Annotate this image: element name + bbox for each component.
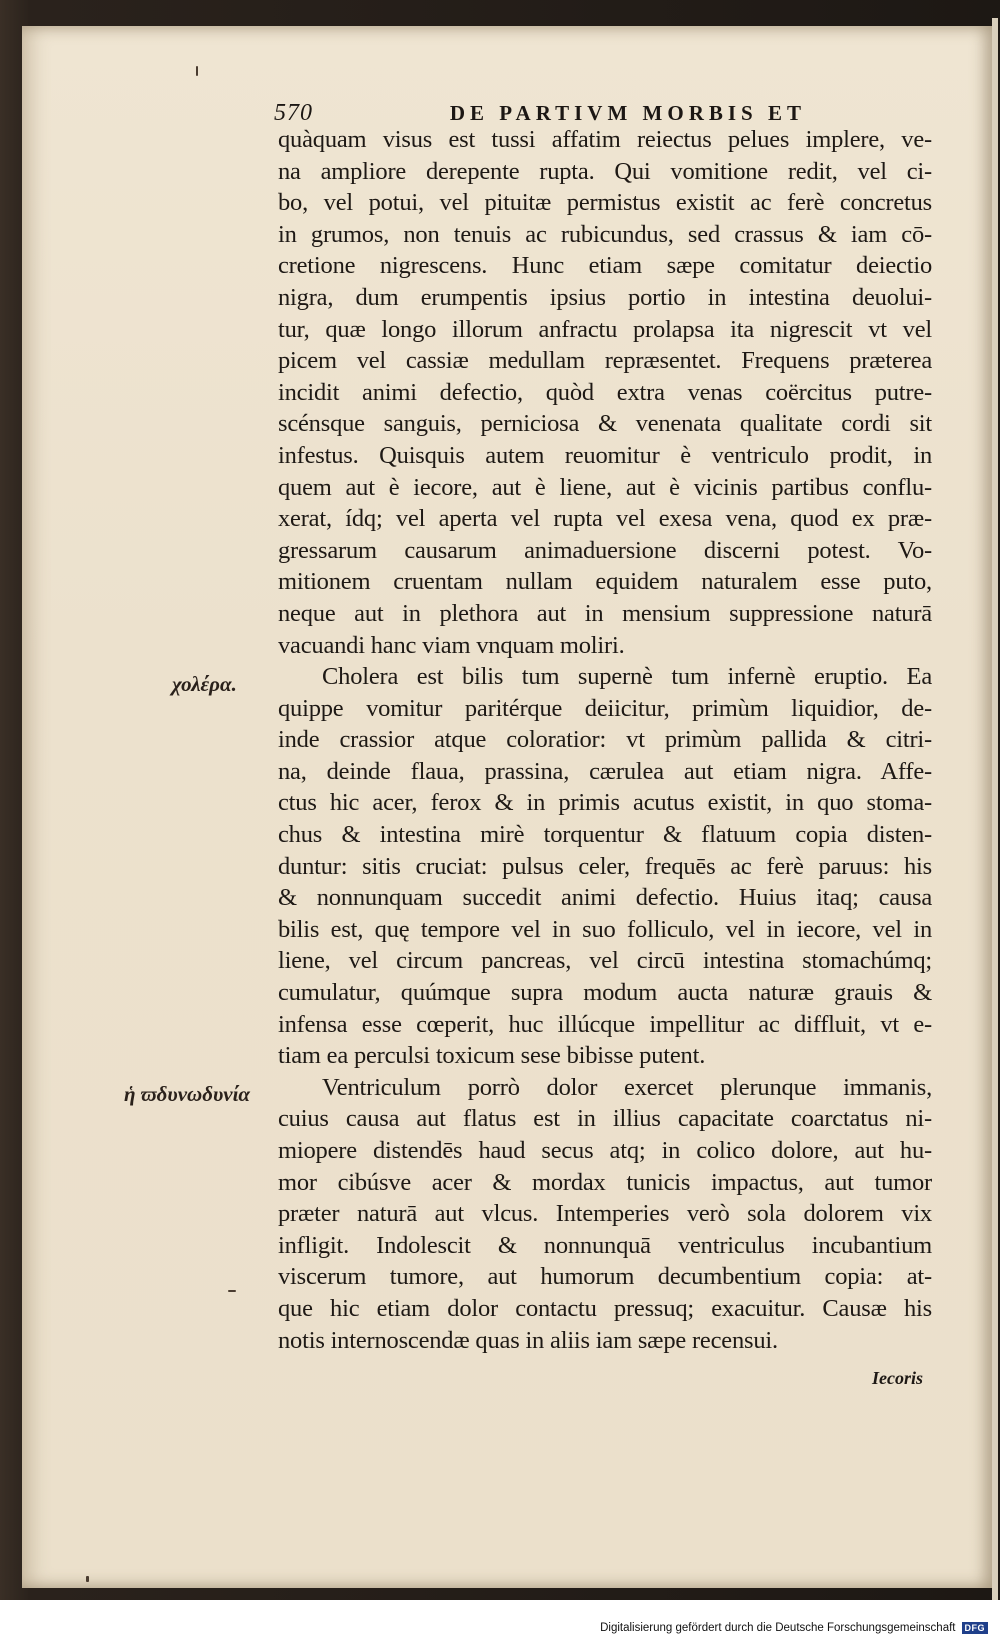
page-edge bbox=[992, 18, 998, 1603]
catchword: Iecoris bbox=[872, 1368, 923, 1388]
text-line: neque aut in plethora aut in mensium suppressione naturā bbox=[278, 599, 932, 627]
text-line: viscerum tumore, aut humorum decumbentium copia: at- bbox=[278, 1263, 932, 1291]
text-line: infensa esse cœperit, huc illúcque impellitur ac diffluit, vt e- bbox=[278, 1010, 932, 1038]
text-line: quem aut è iecore, aut è liene, aut è vicinis partibus conflu- bbox=[278, 473, 932, 501]
text-line: mor cibúsve acer & mordax tunicis impactus, aut tumor bbox=[278, 1168, 932, 1196]
running-head bbox=[274, 100, 806, 127]
running-title: DE PARTIVM MORBIS ET bbox=[449, 101, 806, 125]
text-line: chus & intestina mirè torquentur & flatuum copia disten- bbox=[278, 821, 932, 849]
footer bbox=[600, 1622, 988, 1634]
text-line: na, deinde flaua, prassina, cærulea aut etiam nigra. Affe- bbox=[278, 757, 932, 785]
text-line: scénsque sanguis, perniciosa & venenata qualitate cordi sit bbox=[278, 410, 932, 438]
page-speck bbox=[86, 1576, 89, 1582]
dfg-logo: DFG bbox=[962, 1622, 989, 1634]
text-line: duntur: sitis cruciat: pulsus celer, frequēs ac ferè paruus: his bbox=[278, 852, 932, 880]
text-line: que hic etiam dolor contactu pressuq; exacuitur. Causæ his bbox=[278, 1294, 932, 1322]
text-line: tiam ea perculsi toxicum sese bibisse putent. bbox=[278, 1042, 706, 1070]
text-line: infestus. Quisquis autem reuomitur è ventriculo prodit, in bbox=[278, 441, 932, 469]
text-line: Cholera est bilis tum supernè tum infernè eruptio. Ea bbox=[322, 663, 932, 691]
text-line: mitionem cruentam nullam equidem naturalem esse puto, bbox=[278, 568, 932, 596]
text-line: inde crassior atque coloratior: vt primùm pallida & citri- bbox=[278, 726, 932, 754]
text-line: quippe vomitur paritérque deiicitur, primùm liquidior, de- bbox=[278, 694, 932, 722]
text-line: vacuandi hanc viam vnquam moliri. bbox=[278, 631, 625, 659]
text-line: notis internoscendæ quas in aliis iam sæpe recensui. bbox=[278, 1326, 778, 1354]
text-line: gressarum causarum animaduersione discerni potest. Vo- bbox=[278, 536, 932, 564]
text-line: præter naturā aut vlcus. Intemperies verò sola dolorem vix bbox=[278, 1200, 932, 1228]
text-line: Ventriculum porrò dolor exercet plerunque immanis, bbox=[322, 1073, 932, 1101]
text-line: cretione nigrescens. Hunc etiam sæpe comitatur deiectio bbox=[278, 252, 932, 280]
text-line: liene, vel circum pancreas, vel circū intestina stomachúmq; bbox=[278, 947, 932, 975]
page-speck bbox=[196, 66, 198, 76]
margin-note-cholera: χολέρα. bbox=[172, 672, 237, 696]
text-line: tur, quæ longo illorum anfractu prolapsa ita nigrescit vt vel bbox=[278, 315, 932, 343]
text-line: incidit animi defectio, quòd extra venas coërcitus putre- bbox=[278, 378, 932, 406]
text-line: ctus hic acer, ferox & in primis acutus existit, in quo stoma- bbox=[278, 789, 932, 817]
text-line: quàquam visus est tussi affatim reiectus pelues implere, ve- bbox=[278, 126, 932, 153]
text-line: & nonnunquam succedit animi defectio. Huius itaq; causa bbox=[278, 884, 932, 912]
text-line: miopere distendēs haud secus atq; in colico dolore, aut hu- bbox=[278, 1137, 932, 1164]
text-line: picem vel cassiæ medullam repræsentet. Frequens præterea bbox=[278, 347, 932, 375]
text-line: na ampliore derepente rupta. Qui vomitione redit, vel ci- bbox=[278, 157, 932, 185]
page-speck bbox=[228, 1290, 236, 1292]
text-line: in grumos, non tenuis ac rubicundus, sed crassus & iam cō- bbox=[278, 220, 932, 248]
text-line: bo, vel potui, vel pituitæ permistus existit ac ferè concretus bbox=[278, 189, 932, 217]
text-line: xerat, ídq; vel aperta vel rupta vel exesa vena, quod ex præ- bbox=[278, 505, 932, 533]
text-line: cumulatur, quúmque supra modum aucta naturæ grauis & bbox=[278, 979, 932, 1007]
footer-credit: Digitalisierung gefördert durch die Deutsche Forschungsgemeinschaft bbox=[600, 1622, 956, 1634]
text-line: cuius causa aut flatus est in illius capacitate coarctatus ni- bbox=[278, 1105, 932, 1133]
text-line: bilis est, quę tempore vel in suo folliculo, vel in iecore, vel in bbox=[278, 915, 932, 943]
page-number: 570 bbox=[274, 100, 313, 126]
text-line: infligit. Indolescit & nonnunquā ventriculus incubantium bbox=[278, 1231, 932, 1259]
body-text bbox=[278, 124, 932, 1356]
text-line: nigra, dum erumpentis ipsius portio in intestina deuolui- bbox=[278, 283, 932, 311]
margin-note-cardialgia: ἡ ϖδυνωδυνία bbox=[124, 1082, 251, 1106]
